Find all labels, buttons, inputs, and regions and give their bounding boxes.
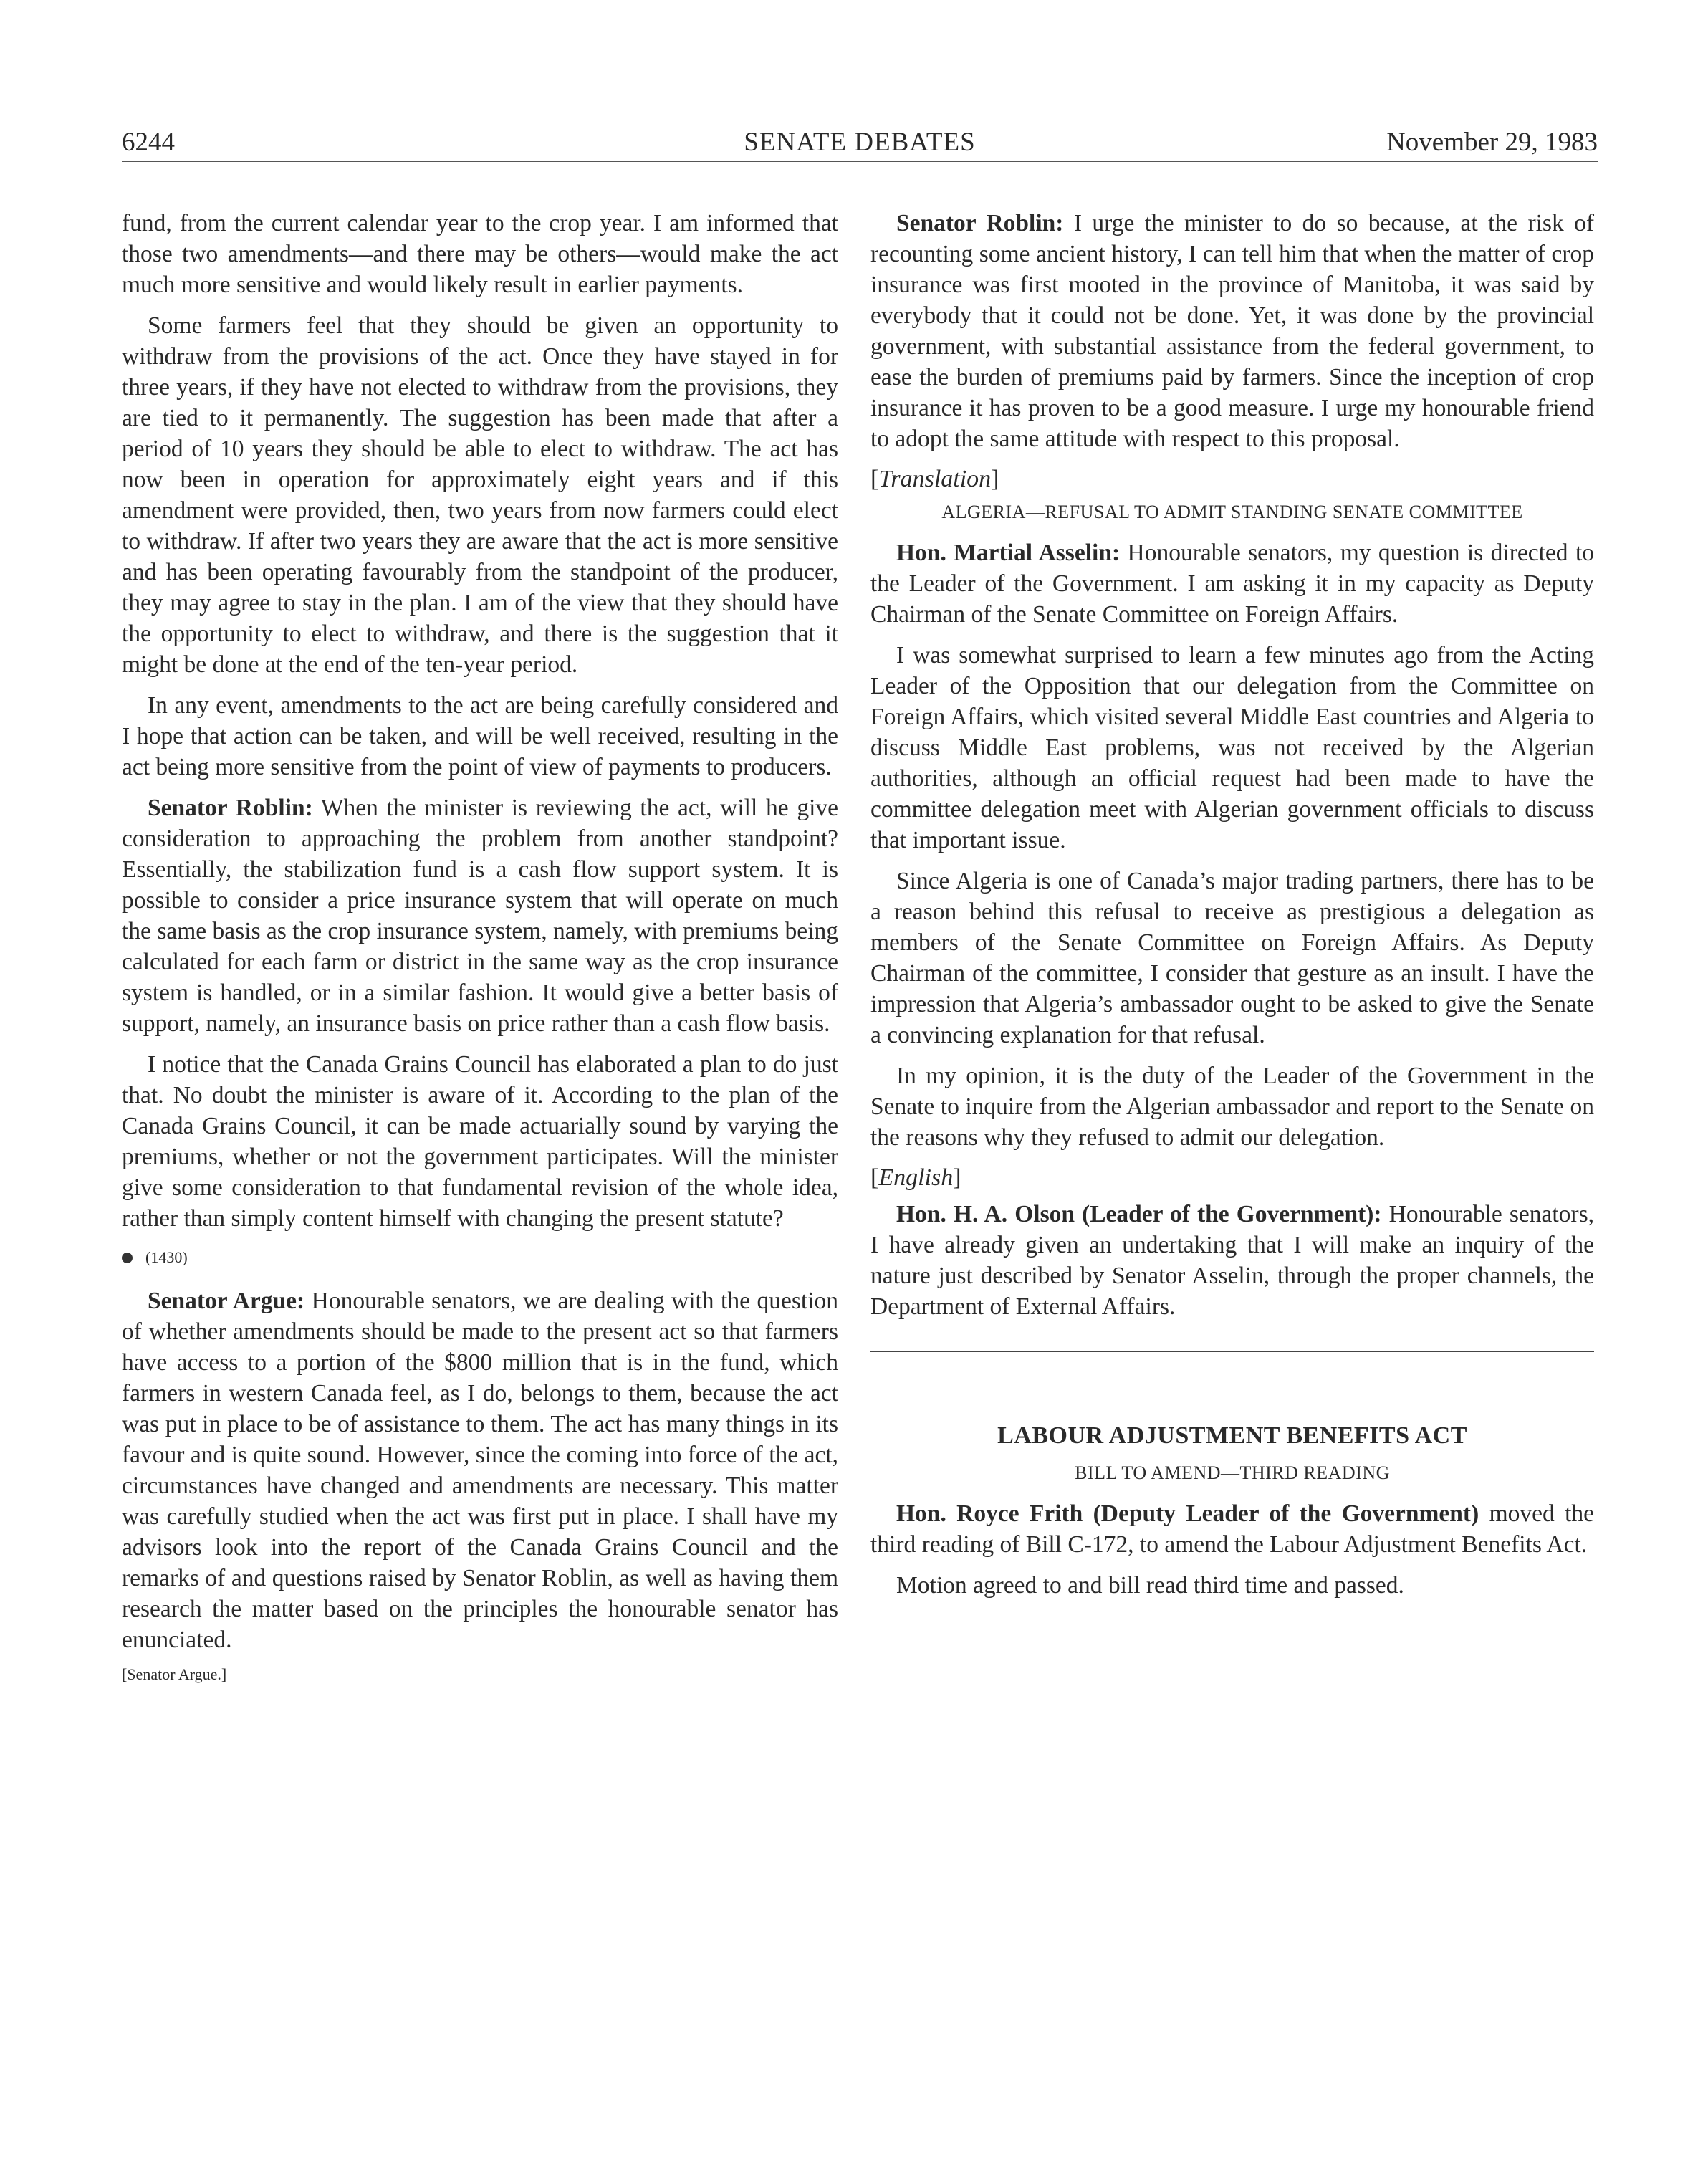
speech-text: Honourable senators, my question is directed to the Leader of the Government. I am asking it in my capacity as Deputy Chairman of the Senate Committee on Foreign Affairs. — [870, 540, 1595, 628]
subheading-algeria: ALGERIA—REFUSAL TO ADMIT STANDING SENATE COMMITTEE — [941, 502, 1523, 522]
paragraph: fund, from the current calendar year to the crop year. I am informed that those two amendments—and there may be others—would make the act much more sensitive and would likely result in earlier payments. — [122, 210, 838, 298]
language-tag-english: [English] — [870, 1164, 961, 1191]
paragraph: In my opinion, it is the duty of the Leader of the Government in the Senate to inquire from the Algerian ambassador and report to the Senate on the reasons why they refused to admit our delegation. — [870, 1063, 1594, 1151]
speech-paragraph — [870, 208, 1594, 454]
speech-paragraph — [122, 792, 838, 1039]
paragraph: I notice that the Canada Grains Council has elaborated a plan to do just that. No doubt the minister is aware of it. According to the plan of the Canada Grains Council, it can be made actuarially sound by varying the premiums, whether or not the government participates. Will the minister give some consideration to that fundamental revision of the whole idea, rather than simply content himself with changing the present statute? — [122, 1051, 838, 1232]
section-title: LABOUR ADJUSTMENT BENEFITS ACT — [997, 1422, 1467, 1449]
speech-paragraph — [870, 537, 1594, 630]
paragraph: In any event, amendments to the act are being carefully considered and I hope that action can be taken, and will be well received, resulting in the act being more sensitive from the point of view of payments to producers. — [122, 692, 838, 780]
time-marker — [122, 1247, 838, 1268]
speaker-attribution: [Senator Argue.] — [122, 1665, 227, 1683]
speaker-name: Senator Argue: — [148, 1288, 305, 1314]
issue-date: November 29, 1983 — [1386, 128, 1598, 157]
speech-text: I urge the minister to do so because, at the risk of recounting some ancient history, I can tell him that when the matter of crop insurance was first mooted in the province of Manitoba, it was said by everybody that it could not be done. Yet, it was done by the provincial government, with substantial assistance from the federal government, to ease the burden of premiums paid by farmers. Since the inception of crop insurance it has proven to be a good measure. I urge my honourable friend to adopt the same attitude with respect to this proposal. — [870, 210, 1594, 452]
speech-text: Honourable senators, we are dealing with the question of whether amendments should be made to the present act so that farmers have access to a portion of the $800 million that is in the fund, which farmers in western Canada feel, as I do, belongs to them, because the act was put in place to be of assistance to them. The act has many things in its favour and is quite sound. However, since the coming into force of the act, circumstances have changed and amendments are necessary. This matter was carefully studied when the act was first put in place. I shall have my advisors look into the report of the Canada Grains Council and the remarks of and questions raised by Senator Roblin, as well as having them research the matter based on the principles the honourable senator has enunciated. — [122, 1288, 838, 1653]
speech-paragraph — [870, 1199, 1594, 1322]
section-divider — [870, 1351, 1594, 1352]
paragraph: Some farmers feel that they should be given an opportunity to withdraw from the provisions of the act. Once they have stayed in for three years, if they have not elected to withdraw from the provisions, they are tied to it permanently. The suggestion has been made that after a period of 10 years they should be able to elect to withdraw. The act has now been in operation for approximately eight years and if this amendment were provided, then, two years from now farmers could elect to withdraw. If after two years they are aware that the act is more sensitive and has been operating favourably from the standpoint of the producer, they may agree to stay in the plan. I am of the view that they should have the opportunity to elect to withdraw, and there is the suggestion that it might be done at the end of the ten-year period. — [122, 312, 838, 678]
speech-text: Honourable senators, I have already given an undertaking that I will make an inquiry of the nature just described by Senator Asselin, through the proper channels, the Department of External Affairs. — [870, 1201, 1594, 1320]
page-number: 6244 — [122, 128, 175, 157]
page-header — [122, 123, 1598, 162]
language-tag-translation: [Translation] — [870, 466, 999, 492]
speech-paragraph — [870, 1498, 1594, 1560]
speech-text: moved the third reading of Bill C-172, to amend the Labour Adjustment Benefits Act. — [870, 1500, 1594, 1558]
speaker-name: Senator Roblin: — [148, 795, 313, 821]
section-subheading: BILL TO AMEND—THIRD READING — [1075, 1462, 1390, 1483]
speaker-name: Hon. H. A. Olson (Leader of the Government): — [896, 1201, 1382, 1227]
right-column — [870, 208, 1594, 1611]
paragraph: Since Algeria is one of Canada’s major trading partners, there has to be a reason behind this refusal to receive as prestigious a delegation as members of the Senate Committee on Foreign Affairs. As Deputy Chairman of the committee, I consider that gesture as an insult. I have the impression that Algeria’s ambassador ought to be asked to give the Senate a convincing explanation for that refusal. — [870, 868, 1594, 1048]
paragraph: I was somewhat surprised to learn a few minutes ago from the Acting Leader of the Opposition that our delegation from the Committee on Foreign Affairs, which visited several Middle East countries and Algeria to discuss Middle East problems, was not received by the Algerian authorities, although an official request had been made to have the committee delegation meet with Algerian government officials to discuss that important issue. — [870, 642, 1594, 853]
speaker-name: Hon. Martial Asselin: — [896, 540, 1121, 566]
speaker-name: Hon. Royce Frith (Deputy Leader of the Government) — [896, 1500, 1479, 1527]
time-marker-text: (1430) — [145, 1248, 188, 1266]
paragraph: Motion agreed to and bill read third time and passed. — [896, 1572, 1404, 1599]
bullet-icon — [122, 1253, 133, 1263]
left-column — [122, 208, 838, 1684]
publication-title: SENATE DEBATES — [744, 128, 976, 157]
speech-text: When the minister is reviewing the act, will he give consideration to approaching the problem from another standpoint? Essentially, the stabilization fund is a cash flow support system. It is possible to consider a price insurance system that will operate on much the same basis as the crop insurance system, namely, with premiums being calculated for each farm or district in the same way as the crop insurance system is handled, or in a similar fashion. It would give a better basis of support, namely, an insurance basis on price rather than a cash flow basis. — [122, 795, 839, 1037]
speaker-name: Senator Roblin: — [896, 210, 1064, 236]
speech-paragraph — [122, 1285, 838, 1655]
